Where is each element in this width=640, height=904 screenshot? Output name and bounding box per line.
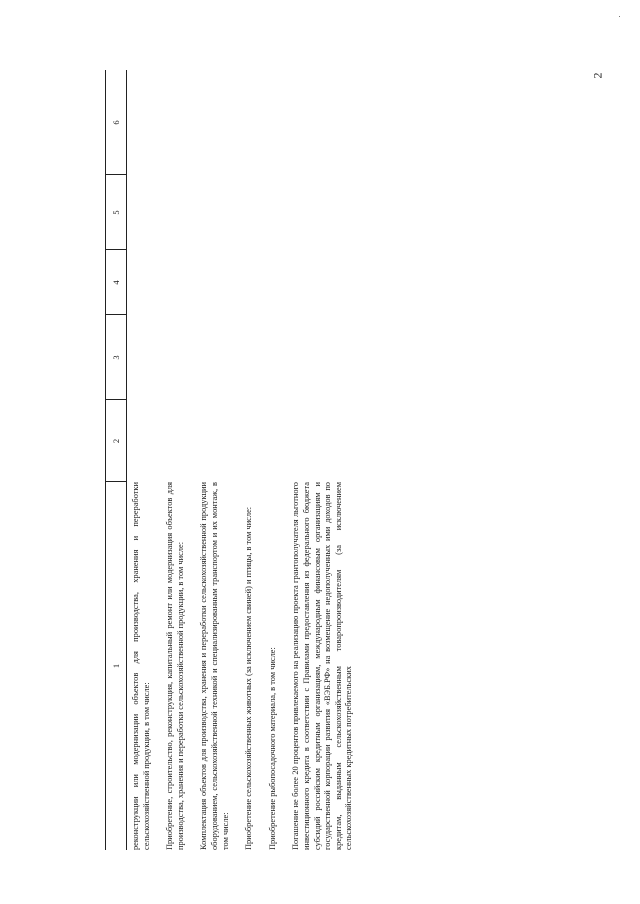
header-col-6: 6 <box>110 120 121 125</box>
table-row: Приобретение, строительство, реконструкция, капитальный ремонт или модернизация объектов для производства, хранения и переработки сельскохозяйственной продукции, в том числе: <box>165 482 185 850</box>
page-number: 2 <box>590 72 605 79</box>
rotated-table <box>105 70 525 850</box>
scan-speck <box>619 16 620 17</box>
table-row: Приобретение рыбопосадочного материала, в том числе: <box>267 647 277 850</box>
table-row: Комплектация объектов для производства, хранения и переработки сельскохозяйственной продукции оборудованием, сельскохозяйственной техникой и специализированным транспортом и их монтаж, в том числе: <box>199 482 230 850</box>
header-col-1: 1 <box>110 663 121 669</box>
table-row: реконструкции или модернизации объектов для производства, хранения и переработки сельскохозяйственной продукции, в том числе: <box>131 482 151 850</box>
table-body-col-1 <box>131 482 368 850</box>
header-col-2: 2 <box>110 438 121 444</box>
header-col-5: 5 <box>110 210 121 215</box>
header-col-4: 4 <box>110 280 121 285</box>
table-row: Погашение не более 20 процентов привлекаемого на реализацию проекта грантополучателя льготного инвестиционного кредита в соответствии с Правилами предоставления из федерального бюджета субсидий российским кредитным организациям, международным финансовым организациям и государственной корпорации развития «ВЭБ.РФ» на возмещение недополученных ими доходов по кредитам, выданным сельскохозяйственным товаропроизводителям (за исключением сельскохозяйственных кредитных потребительских <box>291 482 354 850</box>
table-row: Приобретение сельскохозяйственных животных (за исключением свиней) и птицы, в том числе: <box>244 506 254 850</box>
header-bottom-rule <box>126 70 127 850</box>
header-col-3: 3 <box>110 355 121 360</box>
